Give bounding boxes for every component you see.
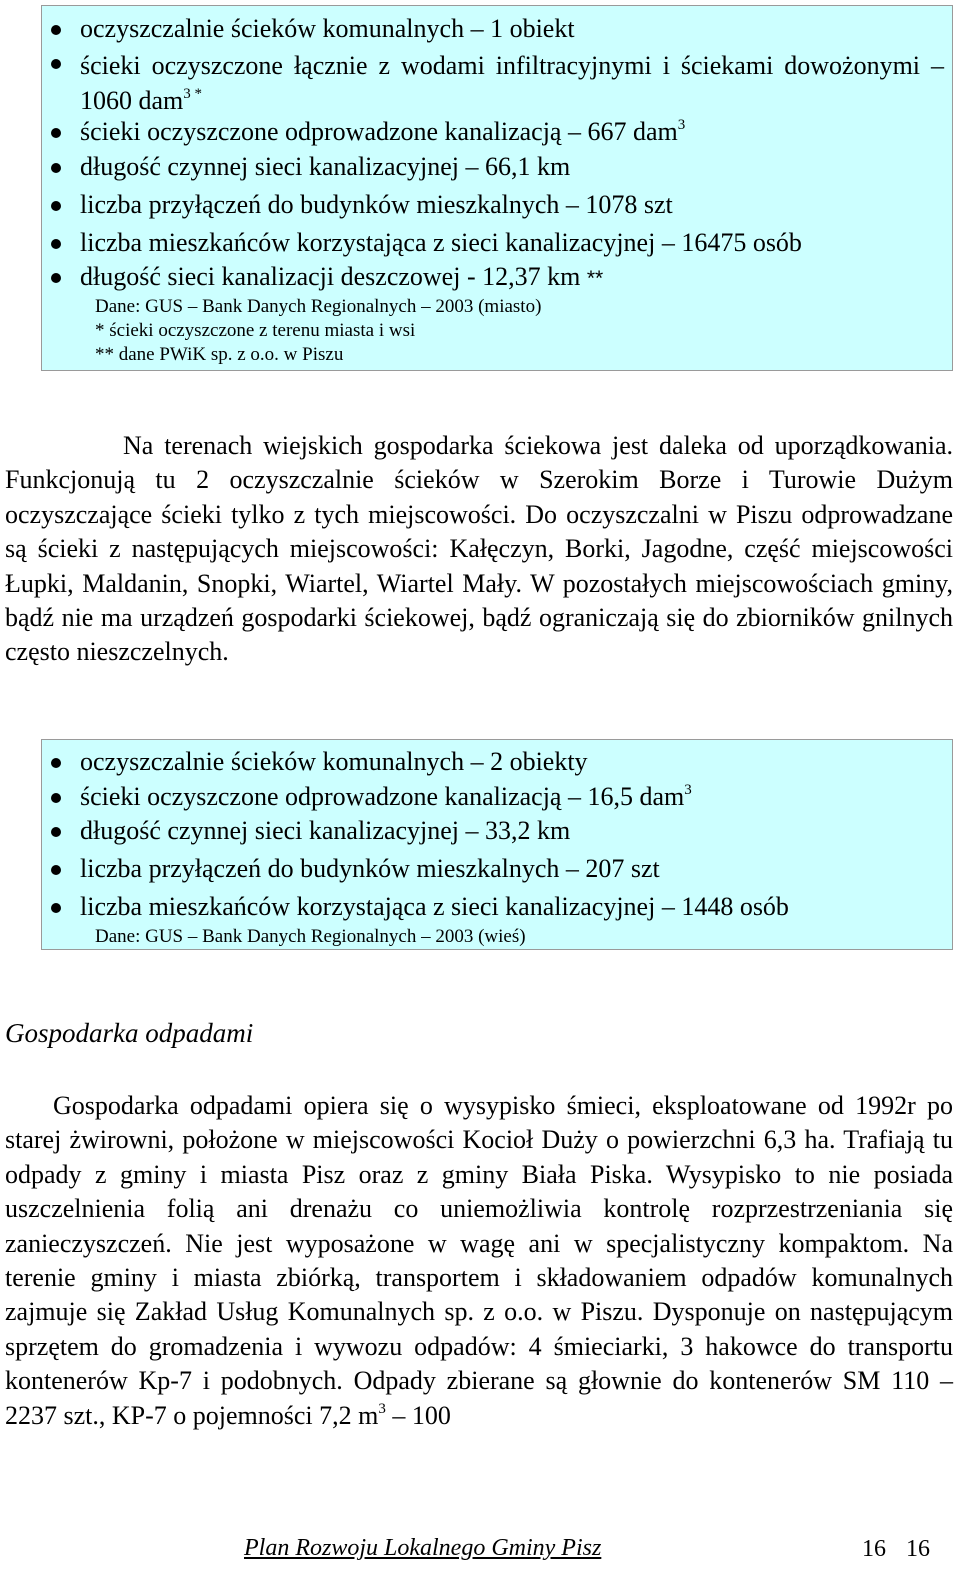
bullet-icon	[51, 273, 61, 283]
section-heading: Gospodarka odpadami	[5, 1018, 254, 1048]
list-item: liczba przyłączeń do budynków mieszkalnych – 207 szt	[80, 854, 660, 884]
list-item: liczba mieszkańców korzystająca z sieci kanalizacyjnej – 16475 osób	[80, 228, 802, 258]
source-note: Dane: GUS – Bank Danych Regionalnych – 2003 (miasto)	[95, 296, 542, 317]
list-item: ścieki oczyszczone łącznie z wodami infiltracyjnymi i ściekami dowożonymi – 1060 dam$^{3 *}$	[80, 48, 944, 118]
bullet-icon	[51, 903, 61, 913]
bullet-icon	[51, 128, 61, 138]
paragraph-rural-sewage: Na terenach wiejskich gospodarka ściekowa jest daleka od uporządkowania. Funkcjonują tu 2 oczyszczalnie ścieków w Szerokim Borze i Turowie Dużym oczyszczające ścieki tylko z tych miejscowości. Do oczyszczalni w Piszu odprowadzane są ścieki z następujących miejscowości: Kałęczyn, Borki, Jagodne, część miejscowości Łupki, Maldanin, Snopki, Wiartel, Wiartel Mały. W pozostałych miejscowościach gminy, bądź nie ma urządzeń gospodarki ściekowej, bądź ograniczają się do zbiorników gnilnych często nieszczelnych.	[5, 431, 953, 667]
paragraph-waste-management: Gospodarka odpadami opiera się o wysypisko śmieci, eksploatowane od 1992r po starej żwirowni, położone w miejscowości Kocioł Duży o powierzchni 6,3 ha. Trafiają tu odpady z gminy i miasta Pisz oraz z gminy Biała Piska. Wysypisko to nie posiada uszczelnienia folią ani drenażu co uniemożliwia kontrolę rozprzestrzeniania się zanieczyszczeń. Nie jest wyposażone w wagę ani w specjalistyczny kompaktom. Na terenie gminy i miasta zbiórką, transportem i składowaniem odpadów komunalnych zajmuje się Zakład Usług Komunalnych sp. z o.o. w Piszu. Dysponuje on następującym sprzętem do gromadzenia i wywozu odpadów: 4 śmieciarki, 3 hakowce do transportu kontenerów Kp-7 i podobnych. Odpady zbierane są głownie do kontenerów SM 110 – 2237 szt., KP-7 o pojemności 7,2 $m^3 - 100$	[5, 1091, 953, 1430]
bullet-icon	[51, 25, 61, 35]
bullet-icon	[51, 201, 61, 211]
list-item: ścieki oczyszczone odprowadzone kanalizacją – 667 dam$^3$	[80, 117, 685, 147]
list-item: długość czynnej sieci kanalizacyjnej – 66,1 km	[80, 152, 570, 182]
page-number: 16	[906, 1536, 930, 1562]
bullet-icon	[51, 793, 61, 803]
footer-title: Plan Rozwoju Lokalnego Gminy Pisz	[244, 1535, 602, 1561]
bullet-icon	[51, 163, 61, 173]
bullet-icon	[51, 827, 61, 837]
footnote: ** dane PWiK sp. z o.o. w Piszu	[95, 344, 344, 365]
list-item: długość sieci kanalizacji deszczowej - 12,37 km **	[80, 262, 603, 294]
bullet-icon	[51, 758, 61, 768]
list-item: długość czynnej sieci kanalizacyjnej – 33,2 km	[80, 816, 570, 846]
list-item: ścieki oczyszczone odprowadzone kanalizacją – 16,5 dam$^3$	[80, 782, 692, 812]
footnote: * ścieki oczyszczone z terenu miasta i wsi	[95, 320, 416, 341]
bullet-icon	[51, 59, 61, 69]
bullet-icon	[51, 865, 61, 875]
list-item: oczyszczalnie ścieków komunalnych – 1 obiekt	[80, 14, 575, 44]
list-item: oczyszczalnie ścieków komunalnych – 2 obiekty	[80, 747, 588, 777]
bullet-icon	[51, 239, 61, 249]
list-item: liczba przyłączeń do budynków mieszkalnych – 1078 szt	[80, 190, 673, 220]
source-note: Dane: GUS – Bank Danych Regionalnych – 2003 (wieś)	[95, 926, 526, 947]
list-item: liczba mieszkańców korzystająca z sieci kanalizacyjnej – 1448 osób	[80, 892, 789, 922]
page-number: 16	[862, 1536, 886, 1562]
